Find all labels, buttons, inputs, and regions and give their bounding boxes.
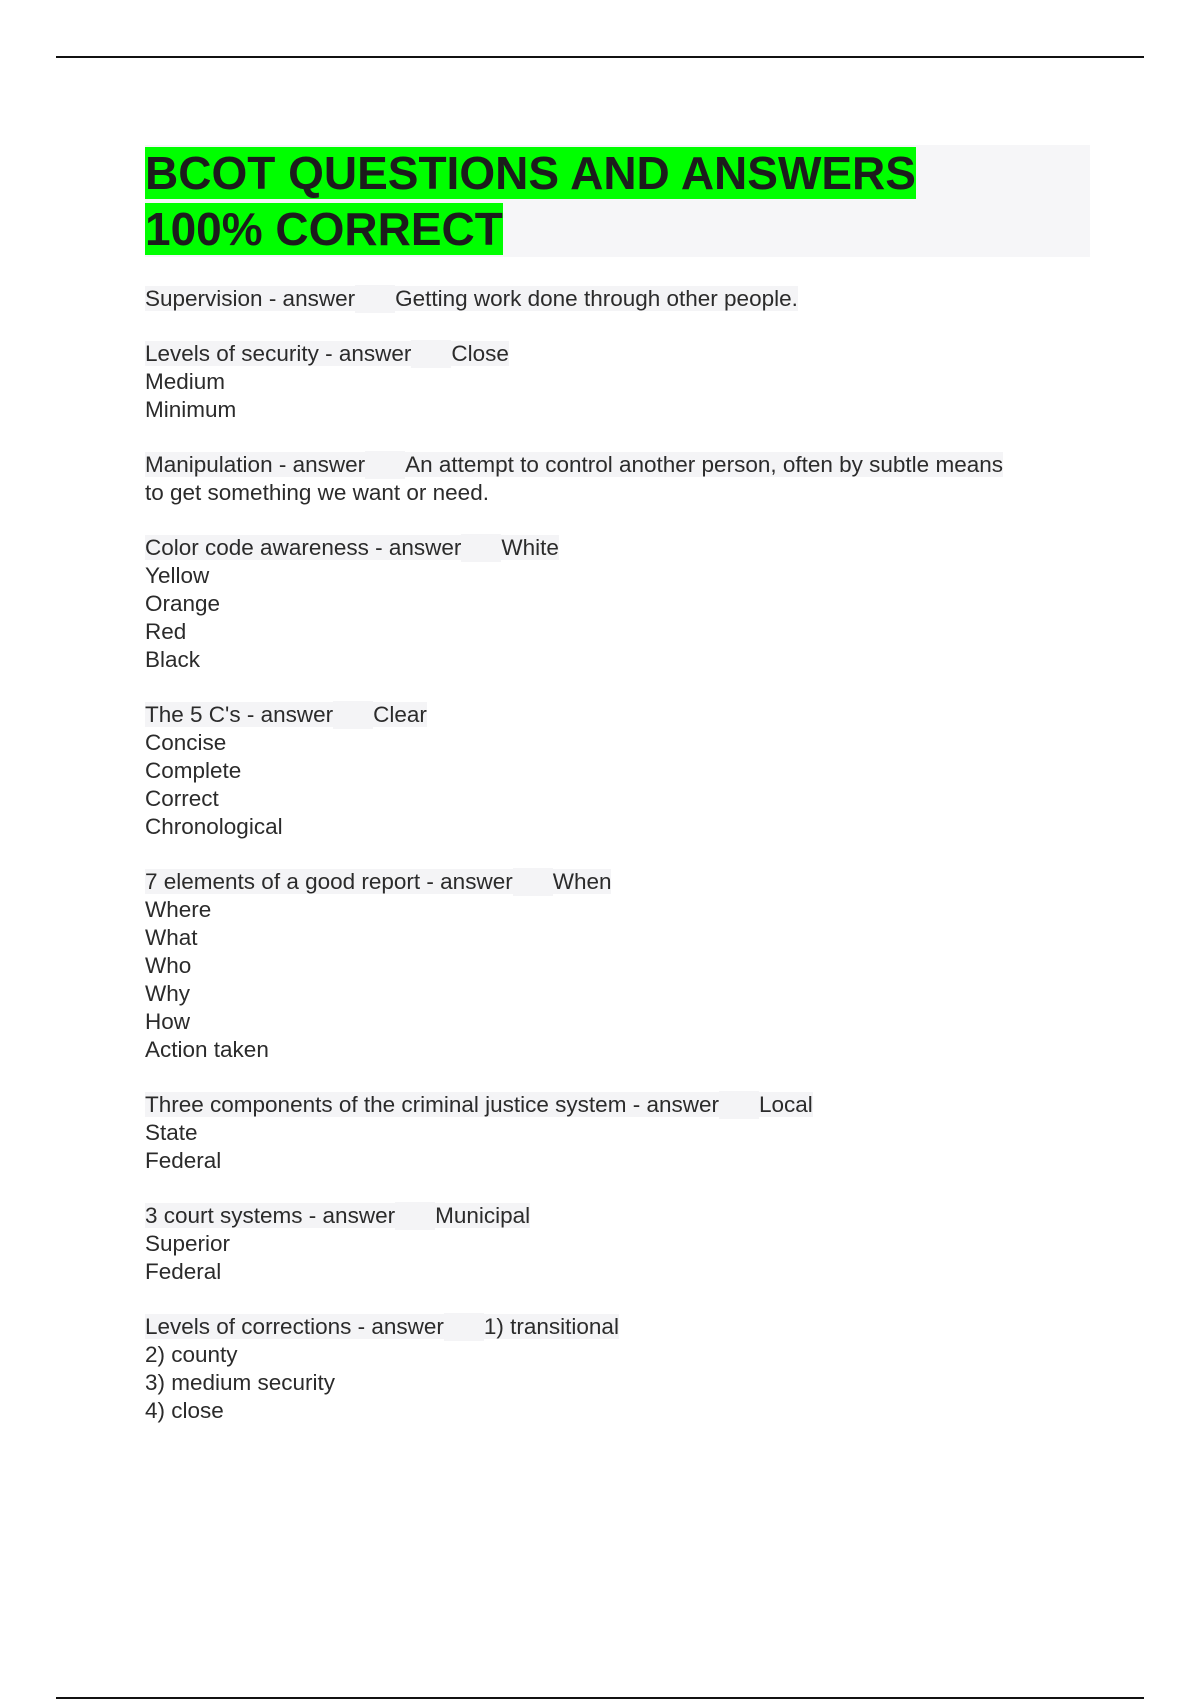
answer-continuation: What bbox=[145, 925, 198, 950]
answer-continuation: Superior bbox=[145, 1231, 231, 1256]
qa-item bbox=[145, 701, 1090, 841]
question-text: 3 court systems - answer bbox=[145, 1203, 396, 1228]
answer-continuation: Concise bbox=[145, 730, 227, 755]
qa-first-line bbox=[145, 340, 1090, 368]
answer-continuation: 4) close bbox=[145, 1398, 224, 1423]
answer-text: Municipal bbox=[435, 1203, 531, 1228]
answer-separator bbox=[513, 868, 553, 896]
qa-item bbox=[145, 1091, 1090, 1175]
answer-continuation: Correct bbox=[145, 786, 219, 811]
qa-first-line bbox=[145, 1313, 1090, 1341]
document-title bbox=[145, 145, 1090, 257]
question-text: The 5 C's - answer bbox=[145, 702, 334, 727]
title-line-2: 100% CORRECT bbox=[145, 203, 503, 255]
answer-continuation: to get something we want or need. bbox=[145, 480, 489, 505]
answer-continuation: State bbox=[145, 1120, 198, 1145]
answer-text: 1) transitional bbox=[483, 1314, 619, 1339]
qa-item bbox=[145, 340, 1090, 424]
question-text: Supervision - answer bbox=[145, 286, 356, 311]
answer-continuation: Why bbox=[145, 981, 190, 1006]
question-text: Three components of the criminal justice system - answer bbox=[145, 1092, 719, 1117]
answer-separator bbox=[719, 1091, 759, 1119]
qa-first-line bbox=[145, 701, 1090, 729]
answer-text: Getting work done through other people. bbox=[395, 286, 798, 311]
answer-separator bbox=[333, 701, 373, 729]
question-text: 7 elements of a good report - answer bbox=[145, 869, 513, 894]
qa-item bbox=[145, 285, 1090, 313]
answer-continuation: Chronological bbox=[145, 814, 283, 839]
top-rule bbox=[56, 56, 1144, 58]
qa-item bbox=[145, 451, 1090, 507]
qa-item bbox=[145, 1202, 1090, 1286]
document-body bbox=[145, 145, 1090, 1452]
question-text: Manipulation - answer bbox=[145, 452, 366, 477]
answer-separator bbox=[461, 534, 501, 562]
answer-continuation: Yellow bbox=[145, 563, 210, 588]
answer-text: An attempt to control another person, often by subtle means bbox=[405, 452, 1003, 477]
qa-first-line bbox=[145, 1202, 1090, 1230]
answer-separator bbox=[355, 285, 395, 313]
title-line-1: BCOT QUESTIONS AND ANSWERS bbox=[145, 147, 916, 199]
answer-separator bbox=[411, 340, 451, 368]
answer-text: White bbox=[501, 535, 559, 560]
answer-continuation: 2) county bbox=[145, 1342, 238, 1367]
answer-separator bbox=[395, 1202, 435, 1230]
answer-continuation: Red bbox=[145, 619, 187, 644]
bottom-rule bbox=[56, 1697, 1144, 1699]
answer-continuation: How bbox=[145, 1009, 191, 1034]
title-block bbox=[145, 145, 1090, 257]
answer-continuation: Federal bbox=[145, 1148, 222, 1173]
answer-continuation: Complete bbox=[145, 758, 242, 783]
answer-continuation: Where bbox=[145, 897, 212, 922]
qa-first-line bbox=[145, 451, 1090, 479]
qa-first-line bbox=[145, 285, 1090, 313]
question-text: Levels of security - answer bbox=[145, 341, 412, 366]
qa-first-line bbox=[145, 534, 1090, 562]
answer-separator bbox=[444, 1313, 484, 1341]
qa-item bbox=[145, 534, 1090, 674]
answer-text: Clear bbox=[373, 702, 427, 727]
qa-item bbox=[145, 868, 1090, 1064]
answer-continuation: Orange bbox=[145, 591, 221, 616]
question-text: Levels of corrections - answer bbox=[145, 1314, 444, 1339]
answer-text: Close bbox=[451, 341, 509, 366]
answer-text: Local bbox=[758, 1092, 813, 1117]
qa-item bbox=[145, 1313, 1090, 1425]
answer-continuation: Who bbox=[145, 953, 192, 978]
answer-continuation: Federal bbox=[145, 1259, 222, 1284]
question-text: Color code awareness - answer bbox=[145, 535, 462, 560]
answer-continuation: Action taken bbox=[145, 1037, 269, 1062]
qa-first-line bbox=[145, 1091, 1090, 1119]
answer-text: When bbox=[552, 869, 612, 894]
answer-continuation: Medium bbox=[145, 369, 226, 394]
qa-list bbox=[145, 285, 1090, 1425]
answer-continuation: 3) medium security bbox=[145, 1370, 336, 1395]
answer-continuation: Minimum bbox=[145, 397, 237, 422]
answer-separator bbox=[365, 451, 405, 479]
qa-first-line bbox=[145, 868, 1090, 896]
answer-continuation: Black bbox=[145, 647, 201, 672]
